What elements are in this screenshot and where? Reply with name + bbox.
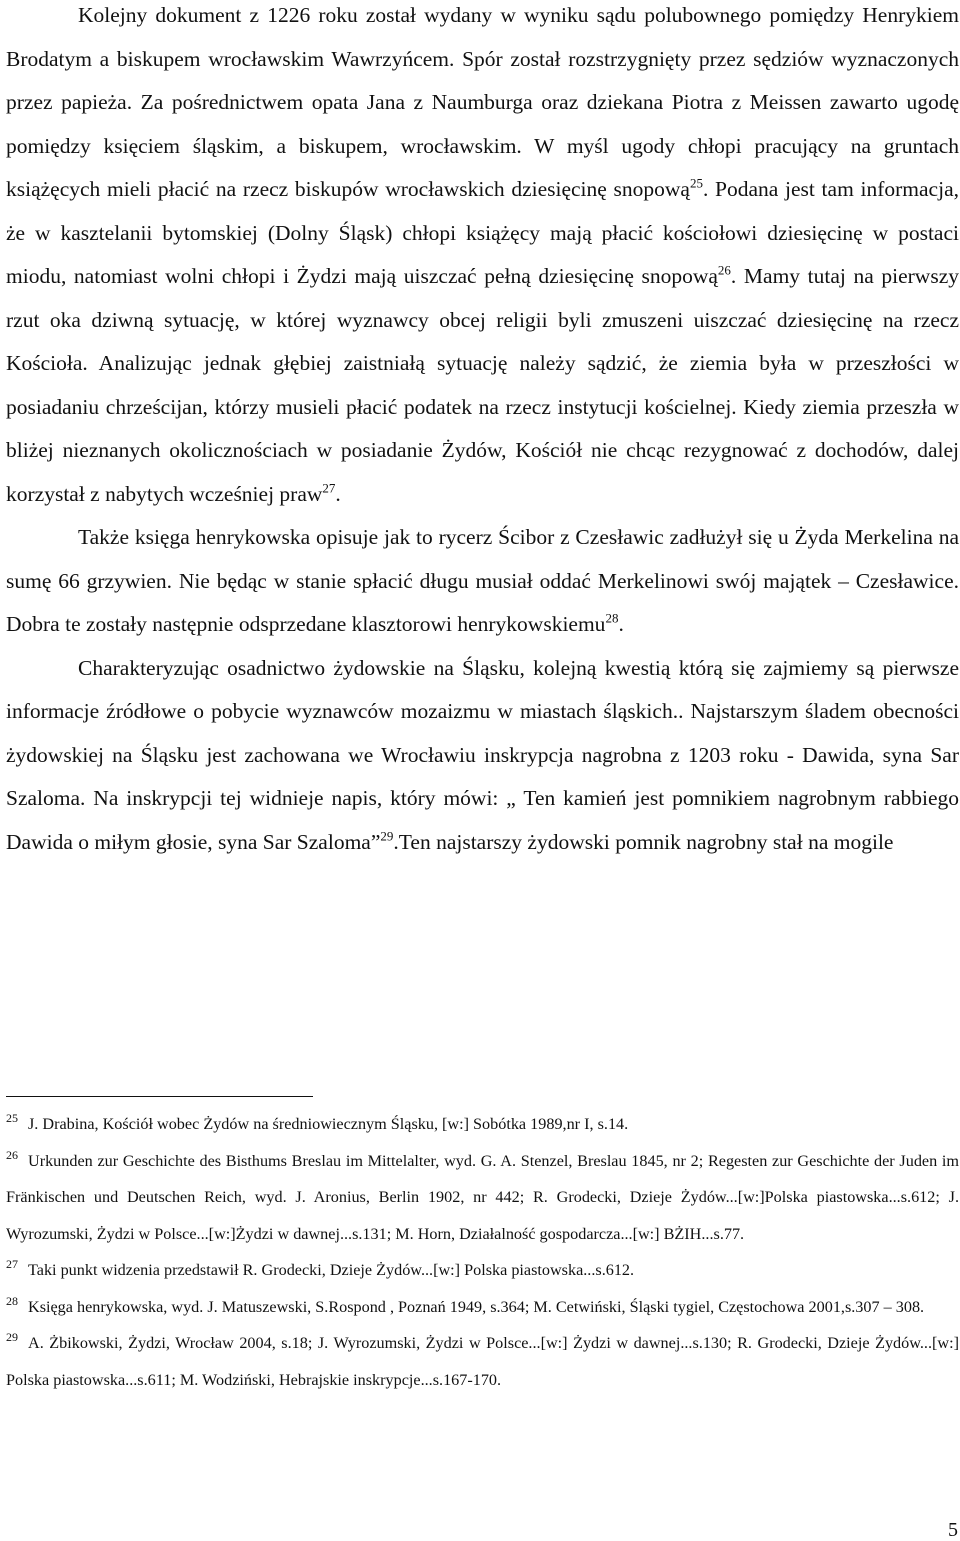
footnote-text: Taki punkt widzenia przedstawił R. Grodecki, Dzieje Żydów...[w:] Polska piastowska...s.612. bbox=[28, 1261, 635, 1279]
text-run: Także księga henrykowska opisuje jak to rycerz Ścibor z Czesławic zadłużył się u Żyda Merkelina na sumę 66 grzywien. Nie będąc w stanie spłacić długu musiał oddać Merkelinowi swój majątek – Czesławice. Dobra te zostały następnie odsprzedane klasztorowi henrykowskiemu bbox=[6, 525, 959, 636]
footnote-separator bbox=[6, 1096, 313, 1097]
footnote-number: 25 bbox=[6, 1111, 18, 1126]
footnote-reference: 25 bbox=[689, 175, 703, 191]
footnotes bbox=[6, 1106, 959, 1398]
footnote-number: 29 bbox=[6, 1330, 18, 1345]
footnote bbox=[6, 1143, 959, 1253]
footnote-reference: 26 bbox=[717, 262, 731, 278]
footnote bbox=[6, 1289, 959, 1326]
footnote-text: A. Żbikowski, Żydzi, Wrocław 2004, s.18; J. Wyrozumski, Żydzi w Polsce...[w:] Żydzi w dawnej...s.130; R. Grodecki, Dzieje Żydów...[w:] Polska piastowska...s.611; M. Wodziński, Hebrajskie inskrypcje...s.167-170. bbox=[6, 1334, 959, 1389]
text-run: . Podana jest tam informacja, że w kasztelanii bytomskiej (Dolny Śląsk) chłopi książęcy mają płacić kościołowi dziesięcinę w postaci miodu, natomiast wolni chłopi i Żydzi mają uiszczać pełną dziesięcinę snopową bbox=[6, 177, 959, 288]
footnote bbox=[6, 1325, 959, 1398]
body-text bbox=[6, 0, 959, 864]
text-run: Kolejny dokument z 1226 roku został wydany w wyniku sądu polubownego pomiędzy Henrykiem Brodatym a biskupem wrocławskim Wawrzyńcem. Spór został rozstrzygnięty przez sędziów wyznaczonych przez papieża. Za pośrednictwem opata Jana z Naumburga oraz dziekana Piotra z Meissen zawarto ugodę pomiędzy księciem śląskim, a biskupem, wrocławskim. W myśl ugody chłopi pracujący na gruntach książęcych mieli płacić na rzecz biskupów wrocławskich dziesięcinę snopową bbox=[6, 3, 959, 201]
text-run: .Ten najstarszy żydowski pomnik nagrobny stał na mogile bbox=[393, 829, 894, 854]
text-run: . Mamy tutaj na pierwszy rzut oka dziwną sytuację, w której wyznawcy obcej religii byli zmuszeni uiszczać dziesięcinę na rzecz Kościoła. Analizując jednak głębiej zaistniałą sytuację należy sądzić, że ziemia była w przeszłości w posiadaniu chrześcijan, którzy musieli płacić podatek na rzecz instytucji kościelnej. Kiedy ziemia przeszła w bliżej nieznanych okolicznościach w posiadanie Żydów, Kościół nie chcąc rezygnować z dochodów, dalej korzystał z nabytych wcześniej praw bbox=[6, 264, 959, 506]
text-run: . bbox=[618, 612, 624, 636]
footnote-number: 28 bbox=[6, 1293, 18, 1308]
paragraph bbox=[6, 516, 959, 647]
page-number: 5 bbox=[948, 1519, 958, 1541]
paragraph bbox=[6, 647, 959, 865]
text-run: Charakteryzując osadnictwo żydowskie na Śląsku, kolejną kwestią którą się zajmiemy są pierwsze informacje źródłowe o pobycie wyznawców mozaizmu w miastach śląskich.. Najstarszym śladem obecności żydowskiej na Śląsku jest zachowana we Wrocławiu inskrypcja nagrobna z 1203 roku - Dawida, syna Sar Szaloma. Na inskrypcji tej widnieje napis, który mówi: „ Ten kamień jest pomnikiem nagrobnym rabbiego Dawida o miłym głosie, syna Sar Szaloma” bbox=[6, 655, 959, 854]
paragraph bbox=[6, 0, 959, 516]
footnote-number: 27 bbox=[6, 1257, 18, 1272]
footnote bbox=[6, 1106, 959, 1143]
footnote-reference: 27 bbox=[322, 480, 336, 496]
footnote-text: Urkunden zur Geschichte des Bisthums Breslau im Mittelalter, wyd. G. A. Stenzel, Breslau 1845, nr 2; Regesten zur Geschichte der Juden im Fränkischen und Deutschen Reich, wyd. J. Aronius, Berlin 1902, nr 442; R. Grodecki, Dzieje Żydów...[w:]Polska piastowska...s.612; J. Wyrozumski, Żydzi w Polsce...[w:]Żydzi w dawnej...s.131; M. Horn, Działalność gospodarcza...[w:] BŻIH...s.77. bbox=[6, 1151, 959, 1243]
footnote-number: 26 bbox=[6, 1147, 18, 1162]
footnote-text: J. Drabina, Kościół wobec Żydów na średniowiecznym Śląsku, [w:] Sobótka 1989,nr I, s.14. bbox=[28, 1115, 629, 1133]
footnote bbox=[6, 1252, 959, 1289]
footnote-text: Księga henrykowska, wyd. J. Matuszewski, S.Rospond , Poznań 1949, s.364; M. Cetwiński, Śląski tygiel, Częstochowa 2001,s.307 – 308. bbox=[28, 1297, 925, 1316]
footnote-reference: 29 bbox=[380, 828, 394, 844]
footnote-reference: 28 bbox=[605, 610, 619, 626]
text-run: . bbox=[335, 481, 341, 506]
